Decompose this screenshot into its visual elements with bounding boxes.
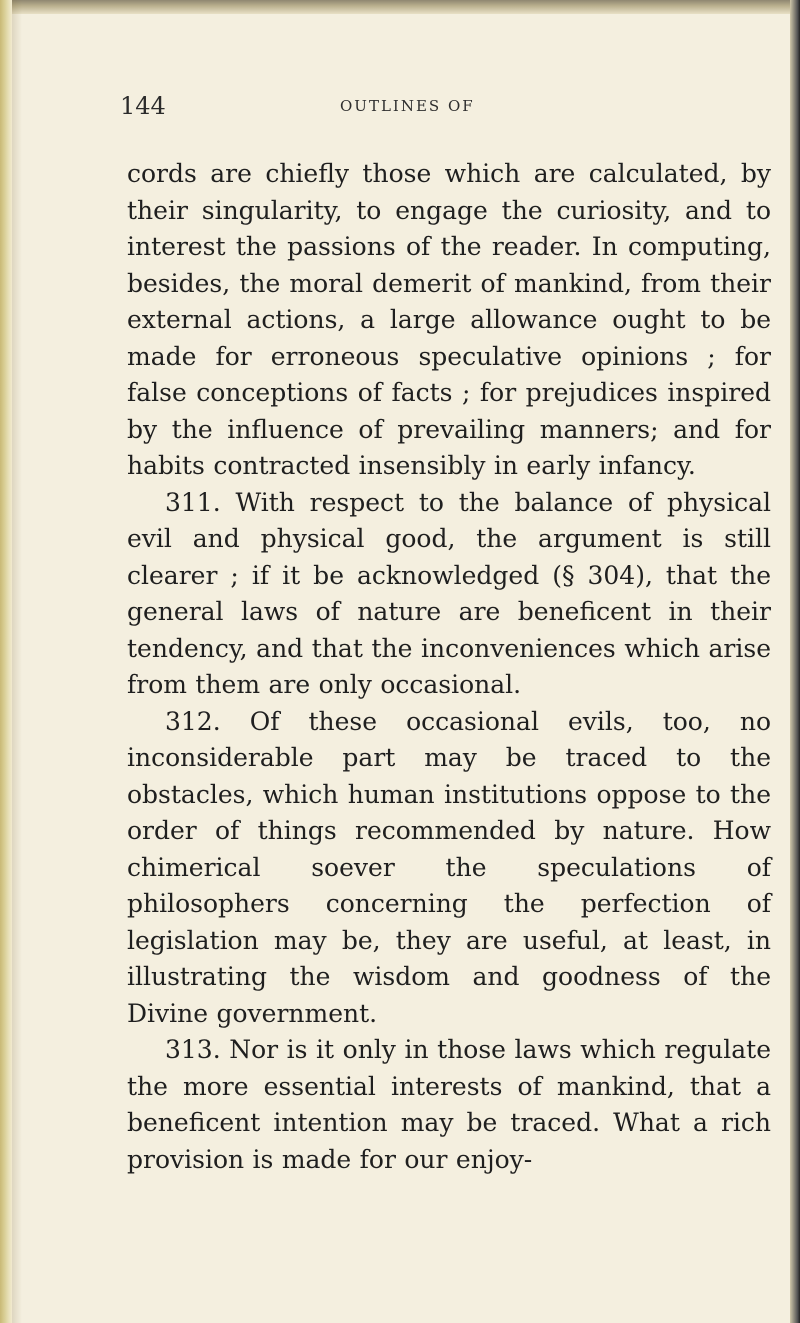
page-top-edge [0, 0, 800, 14]
running-head: OUTLINES OF [340, 97, 475, 115]
paragraph-continuation: cords are chiefly those which are calculated, by their singularity, to engage the curiosity, and to interest the passions of the reader. In computing, besides, the moral demerit of mankind, from their external actions, a large allowance ought to be made for erroneous speculative opinions ; for false conceptions of facts ; for prejudices inspired by the influence of prevailing manners; and for habits contracted insensibly in early infancy. [127, 159, 771, 480]
page-binding-edge [0, 0, 12, 1323]
page-header [0, 92, 800, 128]
paragraph-311: 311. With respect to the balance of physical evil and physical good, the argument is still clearer ; if it be acknowledged (§ 304), that the general laws of nature are beneficent in their tendency, and that the inconveniences which arise from them are only occasional. [127, 487, 771, 699]
paragraph-312: 312. Of these occasional evils, too, no inconsiderable part may be traced to the obstacles, which human institutions oppose to the order of things recommended by nature. How chimerical soever the speculations of philosophers concerning the perfection of legislation may be, they are useful, at least, in illustrating the wisdom and goodness of the Divine government. [127, 706, 771, 1028]
paragraph-313: 313. Nor is it only in those laws which regulate the more essential interests of mankind, that a beneficent intention may be traced. What a rich provision is made for our enjoy- [127, 1035, 771, 1174]
page-number: 144 [120, 92, 166, 120]
binding-shadow [12, 0, 22, 1323]
body-text [127, 156, 771, 1178]
page-right-edge [790, 0, 800, 1323]
